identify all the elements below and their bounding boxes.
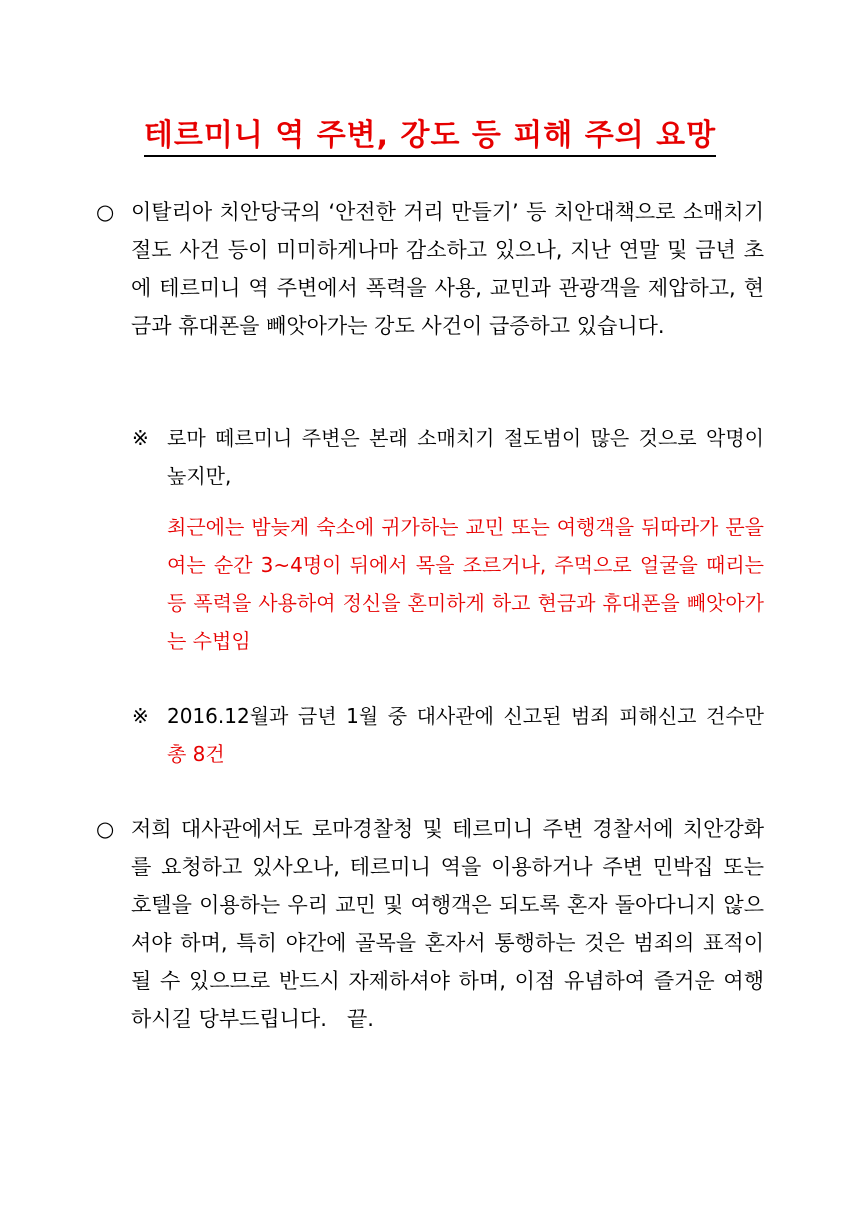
note-2-text: 2016.12월과 금년 1월 중 대사관에 신고된 범죄 피해신고 건수만 xyxy=(167,704,764,728)
page-title xyxy=(0,110,860,154)
case-count: 총 8건 xyxy=(167,742,225,766)
circle-bullet-icon: ○ xyxy=(96,200,115,224)
note-2 xyxy=(132,697,764,773)
end-mark: 끝. xyxy=(346,1007,374,1031)
title-text: 테르미니 역 주변, 강도 등 피해 주의 요망 xyxy=(144,118,716,157)
note-1-detail xyxy=(132,508,764,660)
bullet-2-text: 저희 대사관에서도 로마경찰청 및 테르미니 주변 경찰서에 치안강화를 요청하고 있사오나, 테르미니 역을 이용하거나 주변 민박집 또는 호텔을 이용하는 우리 교민 및 여행객은 되도록 혼자 돌아다니지 않으셔야 하며, 특히 야간에 골목을 혼자서 통행하는 것은 범죄의 표적이 될 수 있으므로 반드시 자제하셔야 하며, 이점 유념하여 즐거운 여행하시길 당부드립니다. xyxy=(131,817,764,1031)
note-2-body xyxy=(132,697,764,773)
reference-mark-icon: ※ xyxy=(132,704,149,728)
note-1-text: 로마 떼르미니 주변은 본래 소매치기 절도범이 많은 것으로 악명이 높지만, xyxy=(167,426,764,488)
bullet-1-text: 이탈리아 치안당국의 ‘안전한 거리 만들기’ 등 치안대책으로 소매치기 절도 사건 등이 미미하게나마 감소하고 있으나, 지난 연말 및 금년 초에 테르미니 역 주변에서 폭력을 사용, 교민과 관광객을 제압하고, 현금과 휴대폰을 빼앗아가는 강도 사건이 급증하고 있습니다. xyxy=(131,200,764,338)
reference-mark-icon: ※ xyxy=(132,426,149,450)
note-1-highlight: 최근에는 밤늦게 숙소에 귀가하는 교민 또는 여행객을 뒤따라가 문을 여는 순간 3~4명이 뒤에서 목을 조르거나, 주먹으로 얼굴을 때리는 등 폭력을 사용하여 정신을 혼미하게 하고 현금과 휴대폰을 빼앗아가는 수법임 xyxy=(167,515,764,653)
bullet-2-body xyxy=(96,810,764,1038)
bullet-paragraph-2 xyxy=(96,810,764,1038)
circle-bullet-icon: ○ xyxy=(96,817,115,841)
bullet-paragraph-1 xyxy=(96,193,764,345)
note-1 xyxy=(132,419,764,495)
